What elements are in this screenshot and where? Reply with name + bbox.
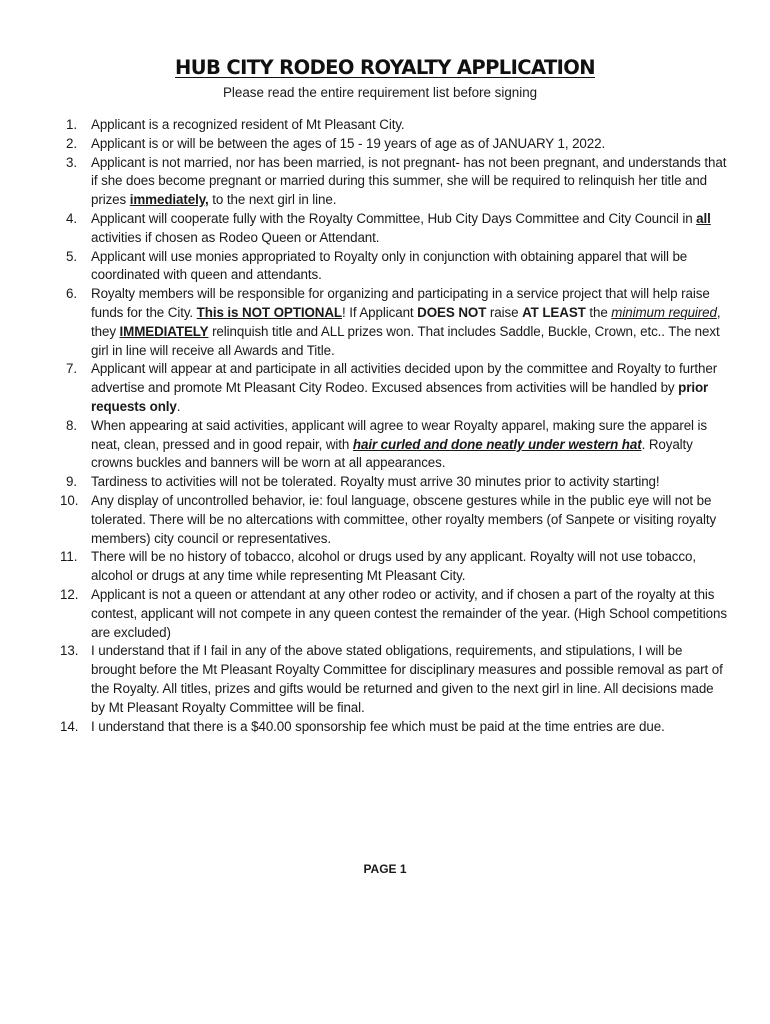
emphasis-all: all (696, 210, 711, 226)
requirement-text: I understand that there is a $40.00 sponsorship fee which must be paid at the time entries are due. (91, 718, 665, 734)
requirement-text: Applicant is not married, nor has been married, is not pregnant- has not been pregnant, and understands that if she does become pregnant or married during this summer, she will be required to relinquish her title and prizes (91, 154, 727, 208)
requirement-text: , they (91, 304, 721, 339)
requirement-text: There will be no history of tobacco, alcohol or drugs used by any applicant. Royalty will not use tobacco, alcohol or drugs at any time while representing Mt Pleasant City. (91, 549, 696, 584)
requirement-text: Applicant is a recognized resident of Mt Pleasant City. (91, 117, 405, 132)
requirement-text: to the next girl in line. (208, 192, 337, 208)
requirement-item (60, 718, 728, 737)
requirement-number: 10. (60, 492, 79, 508)
emphasis-immediately: immediately, (129, 192, 209, 208)
emphasis-not-optional: This is NOT OPTIONAL (196, 304, 342, 320)
requirement-number: 8. (66, 417, 77, 433)
requirement-text: Applicant is not a queen or attendant at any other rodeo or activity, and if chosen a part of the royalty at this contest, applicant will not compete in any queen contest the remainder of the year. (High School competitions are excluded) (91, 586, 727, 640)
requirement-item (66, 248, 728, 286)
requirement-item (66, 116, 728, 135)
requirement-text: . Royalty crowns buckles and banners will be worn at all appearances. (91, 436, 693, 471)
requirement-number: 1. (66, 117, 77, 132)
requirement-text: ! If Applicant (341, 304, 418, 320)
requirement-item (66, 473, 728, 492)
requirement-text: activities if chosen as Rodeo Queen or Attendant. (91, 229, 380, 245)
requirement-number: 5. (66, 248, 77, 264)
requirement-number: 13. (60, 643, 79, 659)
requirement-item (60, 642, 728, 717)
requirement-number: 9. (66, 474, 77, 490)
requirements-list (60, 116, 728, 736)
requirement-text: relinquish title and ALL prizes won. That includes Saddle, Buckle, Crown, etc.. The next girl in line will receive all Awards and Title. (91, 323, 720, 358)
requirement-number: 2. (66, 135, 77, 151)
requirement-text: raise (486, 304, 523, 320)
requirement-text: Applicant will appear at and participate in all activities decided upon by the committee and Royalty to further advertise and promote Mt Pleasant City Rodeo. Excused absences from activities will be handled by (91, 361, 718, 396)
requirement-text: the (585, 304, 612, 320)
requirement-number: 4. (66, 210, 77, 226)
requirement-number: 11. (60, 549, 78, 565)
emphasis-does-not: DOES NOT (417, 304, 487, 320)
requirement-text: Applicant is or will be between the ages of 15 - 19 years of age as of JANUARY 1, 2022. (91, 135, 606, 151)
requirement-text: . (176, 398, 181, 414)
requirement-number: 14. (60, 718, 79, 734)
requirement-text: Applicant will use monies appropriated to Royalty only in conjunction with obtaining apparel that will be coordinated with queen and attendants. (91, 248, 688, 283)
emphasis-prior-requests: prior requests only (91, 380, 709, 414)
requirement-item (60, 492, 728, 548)
requirement-item (66, 135, 728, 154)
requirement-text: When appearing at said activities, applicant will agree to wear Royalty apparel, making sure the apparel is neat, clean, pressed and in good repair, with (91, 417, 708, 452)
requirement-text: Any display of uncontrolled behavior, ie: foul language, obscene gestures while in the public eye will not be tolerated. There will be no altercations with committee, other royalty members (of Sanpete or visiting royalty members) city council or representatives. (91, 492, 717, 546)
requirement-text: Applicant will cooperate fully with the Royalty Committee, Hub City Days Committee and City Council in (91, 210, 697, 226)
page-number: PAGE 1 (363, 862, 407, 876)
document-title: HUB CITY RODEO ROYALTY APPLICATION (175, 56, 595, 79)
requirement-number: 6. (66, 286, 77, 302)
requirement-item (60, 586, 728, 642)
emphasis-at-least: AT LEAST (522, 304, 586, 320)
requirement-number: 12. (60, 586, 79, 602)
requirement-item (66, 360, 728, 416)
requirement-item (66, 154, 728, 210)
requirement-number: 3. (66, 154, 77, 170)
emphasis-hair: hair curled and done neatly under western hat (352, 436, 642, 452)
requirement-text: Royalty members will be responsible for organizing and participating in a service project that will help raise funds for the City. (91, 286, 710, 320)
emphasis-immediately-caps: IMMEDIATELY (119, 323, 209, 339)
requirement-item (66, 417, 728, 473)
requirement-item (60, 548, 728, 586)
emphasis-minimum-required: minimum required (611, 304, 717, 320)
requirement-text: Tardiness to activities will not be tolerated. Royalty must arrive 30 minutes prior to activity starting! (91, 474, 660, 490)
requirement-text: I understand that if I fail in any of the above stated obligations, requirements, and stipulations, I will be brought before the Mt Pleasant Royalty Committee for disciplinary measures and possible removal as part of the Royalty. All titles, prizes and gifts would be returned and given to the next girl in line. All decisions made by Mt Pleasant Royalty Committee will be final. (91, 643, 723, 715)
document-subtitle: Please read the entire requirement list before signing (223, 85, 538, 100)
requirement-number: 7. (66, 361, 77, 377)
requirement-item (66, 210, 728, 248)
requirement-item (66, 285, 728, 360)
